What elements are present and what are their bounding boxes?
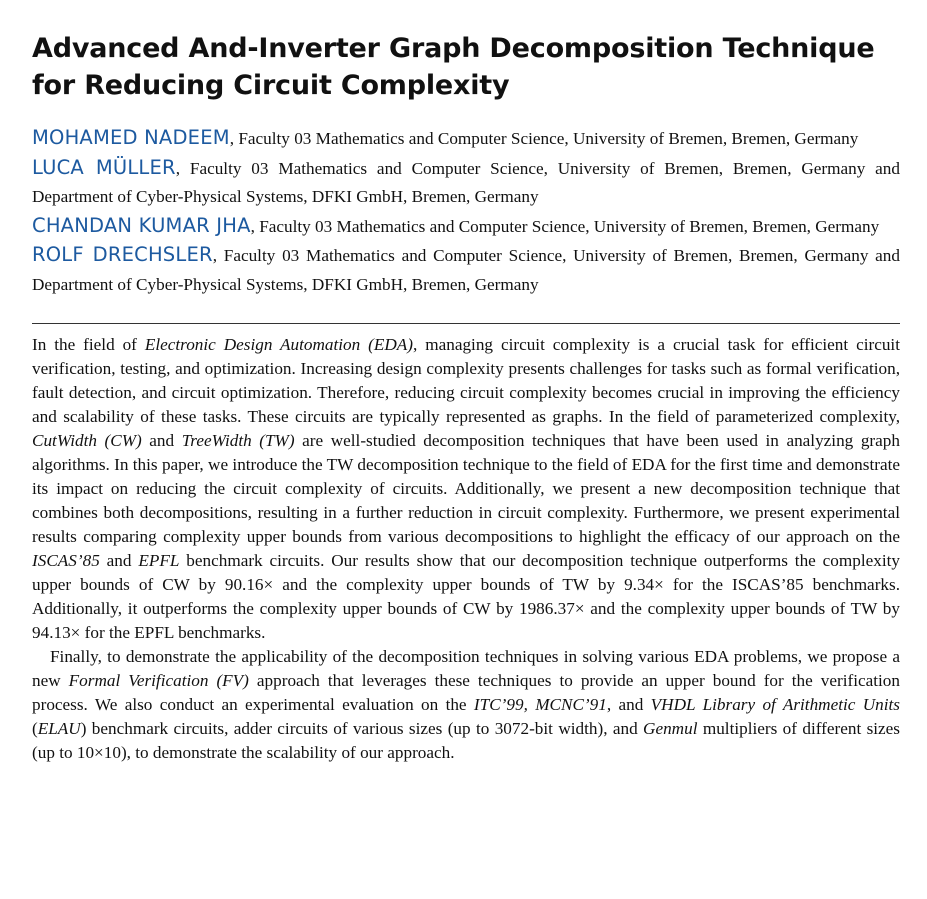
author-entry (32, 212, 900, 242)
abstract-paragraph (32, 333, 900, 645)
paper-first-page (32, 30, 900, 765)
abstract-term: Electronic Design Automation (EDA) (144, 335, 414, 354)
abstract-text: are well-studied decomposition techniques that have been used in analyzing graph algorithms. In this paper, we introduce the TW decomposition technique to the field of EDA for the first time and demonstrate its impact on reducing the circuit complexity of circuits. Additionally, we present a new decomposition technique that combines both decompositions, resulting in a further reduction in circuit complexity. Furthermore, we present experimental results comparing complexity upper bounds from various decompositions to highlight the efficacy of our approach on the (32, 431, 900, 546)
abstract-term: CutWidth (CW) (32, 431, 142, 450)
author-entry (32, 154, 900, 212)
author-affiliation: , Faculty 03 Mathematics and Computer Science, University of Bremen, Bremen, Germany (229, 129, 859, 148)
abstract-term: Formal Verification (FV) (68, 671, 249, 690)
author-entry (32, 124, 900, 154)
abstract-text: , and (606, 695, 651, 714)
author-name: LUCA MÜLLER (32, 155, 176, 179)
abstract-text: , managing circuit complexity is a crucial task for efficient circuit verification, testing, and optimization. Increasing design complexity presents challenges for tasks such as formal verification, fault detection, and circuit optimization. Therefore, reducing circuit complexity becomes crucial in improving the efficiency and scalability of these tasks. These circuits are typically represented as graphs. In the field of parameterized complexity, (32, 335, 900, 426)
abstract-term: EPFL (138, 551, 180, 570)
abstract-term: ISCAS’85 (32, 551, 100, 570)
paper-title: Advanced And-Inverter Graph Decomposition Technique for Reducing Circuit Complexity (32, 33, 875, 101)
author-name: CHANDAN KUMAR JHA (32, 213, 251, 237)
author-affiliation: , Faculty 03 Mathematics and Computer Science, University of Bremen, Bremen, Germany (250, 216, 880, 236)
abstract-text: multipliers of different sizes (up to 10×10), to demonstrate the scalability of our approach. (32, 719, 900, 762)
abstract-term: Genmul (643, 719, 698, 738)
author-list (32, 124, 900, 299)
author-entry (32, 241, 900, 299)
abstract-text: ) benchmark circuits, adder circuits of various sizes (up to 3072-bit width), and (80, 719, 644, 738)
abstract-text: In the field of (32, 335, 145, 354)
section-divider (32, 323, 900, 324)
abstract (32, 333, 900, 765)
abstract-term: VHDL Library of Arithmetic Units (650, 695, 900, 714)
author-affiliation: , Faculty 03 Mathematics and Computer Science, University of Bremen, Bremen, Germany and Department of Cyber-Physical Systems, DFKI GmbH, Bremen, Germany (32, 246, 900, 294)
author-name: MOHAMED NADEEM (32, 126, 230, 149)
abstract-text: benchmark circuits. Our results show that our decomposition technique outperforms the complexity upper bounds of CW by 90.16× and the complexity upper bounds of TW by 9.34× for the ISCAS’85 benchmarks. Additionally, it outperforms the complexity upper bounds of CW by 1986.37× and the complexity upper bounds of TW by 94.13× for the EPFL benchmarks. (32, 551, 900, 642)
author-name: ROLF DRECHSLER (32, 243, 213, 266)
abstract-text: and (141, 431, 182, 450)
abstract-text: ( (32, 719, 38, 738)
abstract-paragraph (32, 645, 900, 765)
abstract-text: and (99, 551, 139, 570)
abstract-term: TreeWidth (TW) (181, 431, 295, 450)
abstract-term: ITC’99, MCNC’91 (473, 695, 607, 714)
abstract-text: Finally, to demonstrate the applicability of the decomposition techniques in solving various EDA problems, we propose a new (32, 647, 900, 690)
author-affiliation: , Faculty 03 Mathematics and Computer Science, University of Bremen, Bremen, Germany and Department of Cyber-Physical Systems, DFKI GmbH, Bremen, Germany (32, 158, 900, 206)
abstract-term: ELAU (37, 719, 81, 738)
abstract-text: approach that leverages these techniques to provide an upper bound for the verification process. We also conduct an experimental evaluation on the (32, 671, 900, 714)
